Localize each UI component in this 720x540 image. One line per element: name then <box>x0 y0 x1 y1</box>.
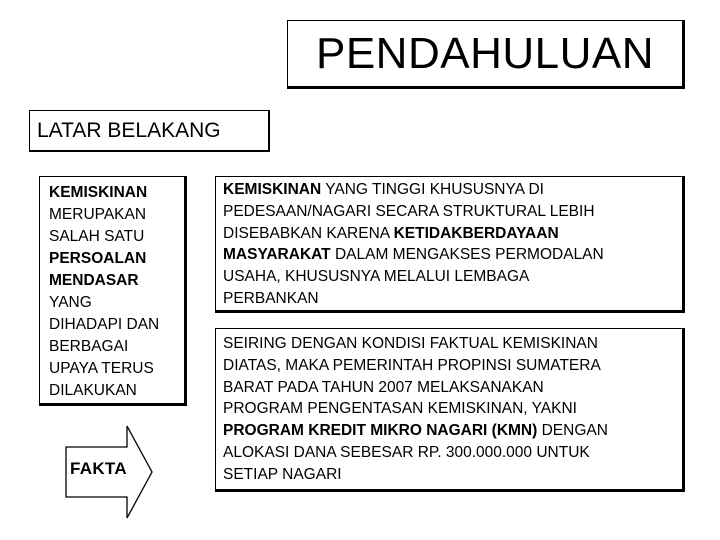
left-box-line: MENDASAR <box>49 272 139 289</box>
text-line <box>223 442 676 464</box>
left-box-line: UPAYA TERUS <box>49 360 154 377</box>
right-text-box-2 <box>215 328 685 492</box>
text-segment: DENGAN <box>537 422 608 440</box>
left-box-line: MERUPAKAN <box>49 206 147 223</box>
bold-segment: KEMISKINAN <box>223 181 322 198</box>
text-line <box>223 420 676 442</box>
section-heading: LATAR BELAKANG <box>29 110 270 152</box>
bold-segment: PROGRAM KREDIT MIKRO NAGARI (KMN) <box>223 422 538 440</box>
text-line <box>223 201 676 223</box>
text-segment: DALAM MENGAKSES PERMODALAN <box>330 246 604 264</box>
text-segment: PEDESAAN/NAGARI SECARA STRUKTURAL LEBIH <box>223 202 595 220</box>
fakta-label: FAKTA <box>70 459 127 478</box>
bold-segment: KETIDAKBERDAYAAN <box>393 224 559 242</box>
text-segment: PROGRAM PENGENTASAN KEMISKINAN, YAKNI <box>223 400 577 418</box>
text-segment: DISEBABKAN KARENA <box>223 224 394 242</box>
text-segment: BARAT PADA TAHUN 2007 MELAKSANAKAN <box>223 378 544 396</box>
left-box-line: PERSOALAN <box>49 250 147 267</box>
text-line <box>223 464 676 486</box>
text-line <box>223 266 676 288</box>
text-segment: DIATAS, MAKA PEMERINTAH PROPINSI SUMATERA <box>223 356 601 374</box>
right-text-box-1 <box>215 176 685 313</box>
page-title: PENDAHULUAN <box>287 20 685 89</box>
left-box-line: SALAH SATU <box>49 228 145 245</box>
text-line <box>223 398 676 420</box>
text-segment: SEIRING DENGAN KONDISI FAKTUAL KEMISKINAN <box>223 335 598 352</box>
text-segment: SETIAP NAGARI <box>223 465 342 483</box>
text-line <box>223 377 676 399</box>
left-box-line: YANG <box>49 294 92 311</box>
left-box-line: KEMISKINAN <box>49 184 148 201</box>
text-segment: ALOKASI DANA SEBESAR RP. 300.000.000 UNTUK <box>223 443 590 461</box>
text-line <box>223 223 676 245</box>
left-box-line: DIHADAPI DAN <box>49 316 160 333</box>
text-line <box>223 288 676 310</box>
left-box-line: BERBAGAI <box>49 338 129 355</box>
fakta-arrow <box>65 425 155 519</box>
text-line <box>223 244 676 266</box>
text-segment: USAHA, KHUSUSNYA MELALUI LEMBAGA <box>223 268 530 286</box>
text-line <box>223 355 676 377</box>
text-segment: YANG TINGGI KHUSUSNYA DI <box>321 181 544 198</box>
text-line <box>223 333 676 355</box>
bold-segment: MASYARAKAT <box>223 246 331 264</box>
left-box-line: DILAKUKAN <box>49 382 137 399</box>
text-segment: PERBANKAN <box>223 289 319 307</box>
left-text-box <box>39 176 187 406</box>
text-line <box>223 179 676 201</box>
